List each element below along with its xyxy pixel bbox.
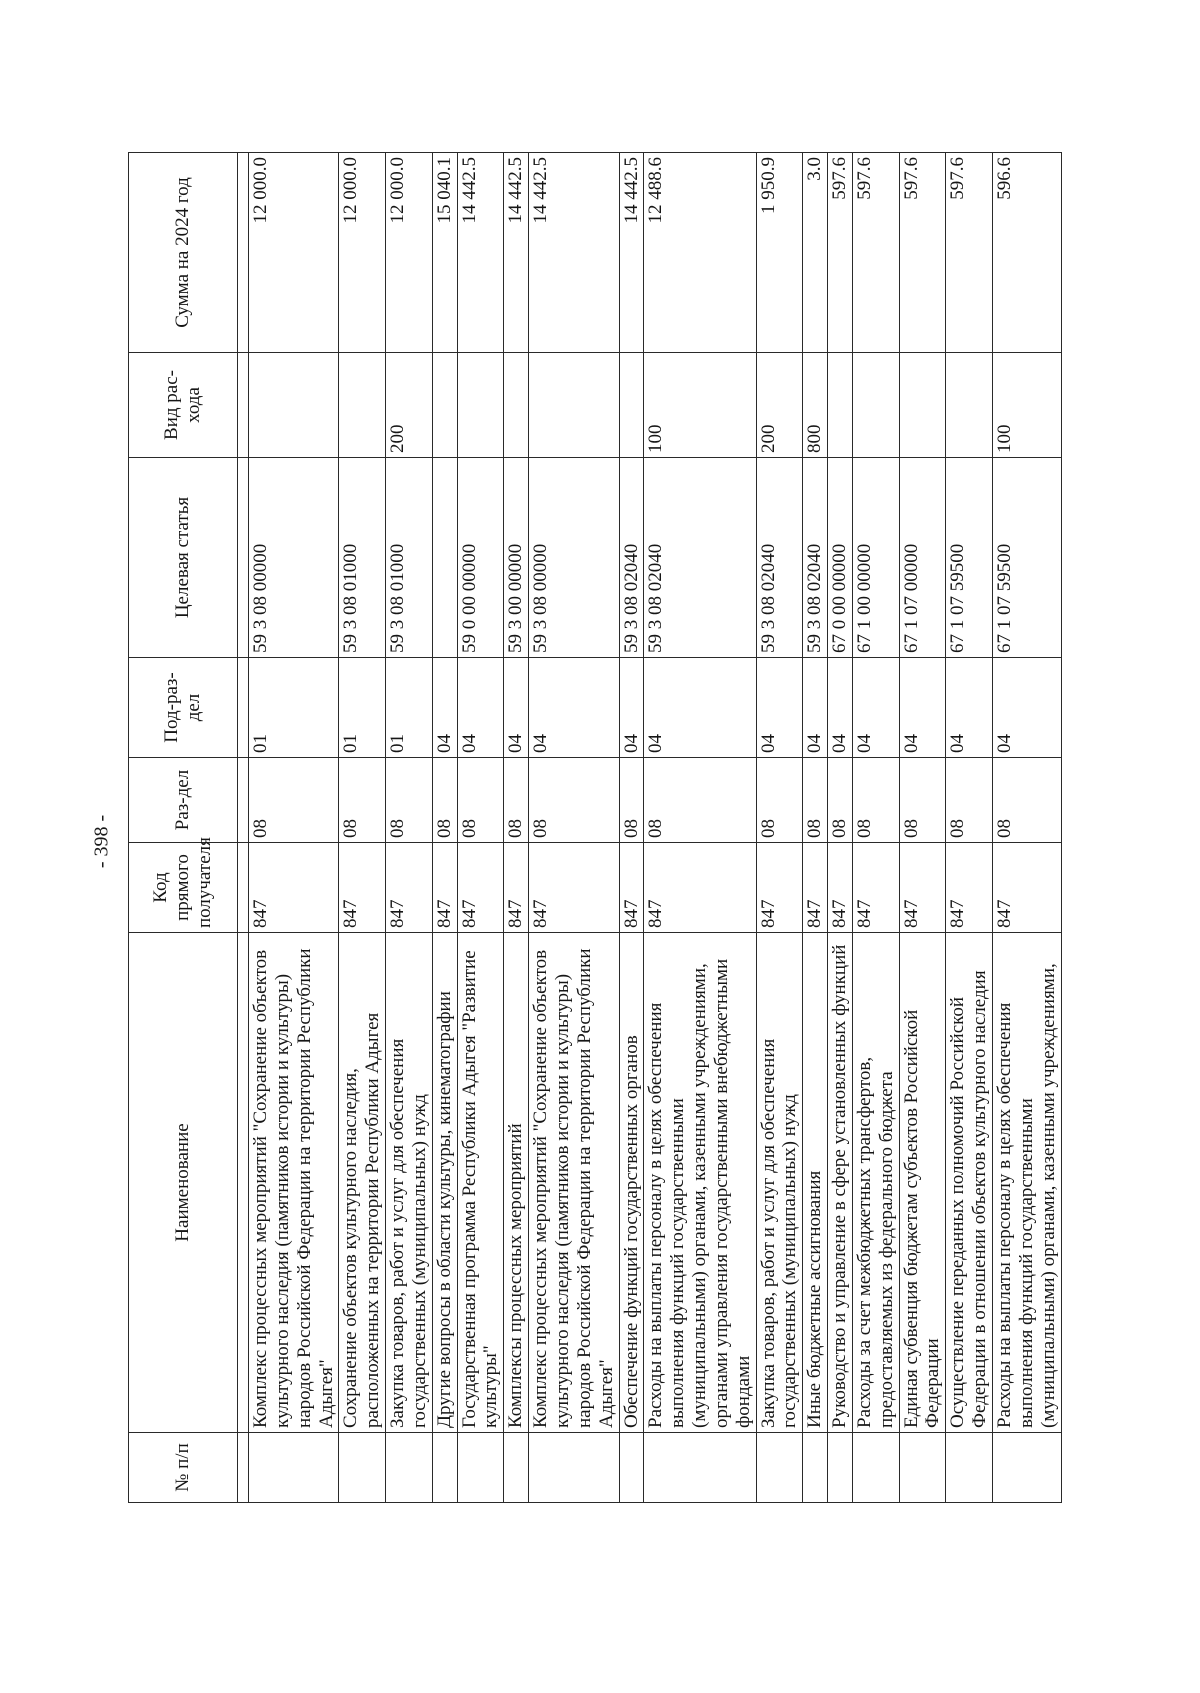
header-subsection: Под-раз-дел (129, 658, 238, 758)
cell-section: 08 (386, 758, 433, 843)
table-row (644, 153, 756, 1503)
cell-recipient: 847 (993, 843, 1062, 933)
cell-num (756, 1433, 803, 1503)
cell-recipient: 847 (899, 843, 946, 933)
table-row (249, 153, 339, 1503)
header-recipient: Код прямого получателя (129, 843, 238, 933)
cell-sum: 12 000.0 (339, 153, 386, 353)
cell-name: Расходы за счет межбюджетных трансфертов, предоставляемых из федерального бюджета (852, 933, 899, 1433)
cell-sum: 14 442.5 (619, 153, 644, 353)
cell-target: 59 3 08 02040 (756, 458, 803, 658)
cell-name: Руководство и управление в сфере установленных функций (828, 933, 853, 1433)
table-body (238, 153, 1062, 1503)
cell-target: 59 0 00 00000 (457, 458, 504, 658)
table-row (619, 153, 644, 1503)
cell-target: 67 1 00 00000 (852, 458, 899, 658)
cell-name: Расходы на выплаты персоналу в целях обеспечения выполнения функций государственными (муниципальными) органами, казенными учреждениями, (993, 933, 1062, 1433)
cell-subsection: 04 (457, 658, 504, 758)
cell-expense (432, 353, 457, 458)
cell-name: Государственная программа Республики Адыгея "Развитие культуры" (457, 933, 504, 1433)
cell-subsection: 04 (432, 658, 457, 758)
cell-expense: 200 (386, 353, 433, 458)
table-row (993, 153, 1062, 1503)
cell-recipient: 847 (504, 843, 529, 933)
cell-target: 59 3 08 01000 (386, 458, 433, 658)
cell-recipient: 847 (457, 843, 504, 933)
header-target: Целевая статья (129, 458, 238, 658)
cell-section: 08 (619, 758, 644, 843)
cell-sum: 14 442.5 (457, 153, 504, 353)
table-row (756, 153, 803, 1503)
cell-num (529, 1433, 619, 1503)
cell-num (852, 1433, 899, 1503)
cell-name: Обеспечение функций государственных органов (619, 933, 644, 1433)
cell-target: 59 3 08 00000 (529, 458, 619, 658)
cell-subsection: 04 (899, 658, 946, 758)
header-separator-row (238, 153, 249, 1503)
cell-num (619, 1433, 644, 1503)
cell-recipient: 847 (386, 843, 433, 933)
cell-section: 08 (993, 758, 1062, 843)
cell-expense (339, 353, 386, 458)
cell-expense (457, 353, 504, 458)
cell-expense: 800 (803, 353, 828, 458)
cell-num (457, 1433, 504, 1503)
cell-subsection: 04 (619, 658, 644, 758)
cell-recipient: 847 (249, 843, 339, 933)
cell-recipient: 847 (828, 843, 853, 933)
cell-subsection: 01 (249, 658, 339, 758)
cell-expense (852, 353, 899, 458)
cell-sum: 12 000.0 (386, 153, 433, 353)
cell-recipient: 847 (619, 843, 644, 933)
cell-name: Сохранение объектов культурного наследия, расположенных на территории Республики Адыгея (339, 933, 386, 1433)
cell-subsection: 04 (529, 658, 619, 758)
cell-section: 08 (756, 758, 803, 843)
cell-num (899, 1433, 946, 1503)
cell-num (249, 1433, 339, 1503)
rotated-table-wrapper (128, 153, 1058, 1503)
table-row (504, 153, 529, 1503)
table-header-row (129, 153, 238, 1503)
cell-subsection: 04 (504, 658, 529, 758)
cell-expense (619, 353, 644, 458)
cell-recipient: 847 (756, 843, 803, 933)
cell-sum: 14 442.5 (504, 153, 529, 353)
cell-sum: 12 488.6 (644, 153, 756, 353)
cell-expense: 200 (756, 353, 803, 458)
cell-sum: 14 442.5 (529, 153, 619, 353)
cell-subsection: 04 (993, 658, 1062, 758)
cell-num (993, 1433, 1062, 1503)
cell-section: 08 (432, 758, 457, 843)
header-sum: Сумма на 2024 год (129, 153, 238, 353)
cell-section: 08 (828, 758, 853, 843)
cell-expense (504, 353, 529, 458)
cell-name: Комплекс процессных мероприятий "Сохранение объектов культурного наследия (памятников истории и культуры) народов Российской Федерации на территории Республики Адыгея" (529, 933, 619, 1433)
cell-recipient: 847 (803, 843, 828, 933)
cell-name: Комплексы процессных мероприятий (504, 933, 529, 1433)
cell-section: 08 (529, 758, 619, 843)
cell-name: Комплекс процессных мероприятий "Сохранение объектов культурного наследия (памятников истории и культуры) народов Российской Федерации на территории Республики Адыгея" (249, 933, 339, 1433)
table-row (339, 153, 386, 1503)
cell-section: 08 (899, 758, 946, 843)
cell-sum: 1 950.9 (756, 153, 803, 353)
cell-section: 08 (249, 758, 339, 843)
cell-target: 67 1 07 00000 (899, 458, 946, 658)
cell-recipient: 847 (529, 843, 619, 933)
cell-recipient: 847 (644, 843, 756, 933)
cell-section: 08 (339, 758, 386, 843)
table-row (432, 153, 457, 1503)
cell-expense (946, 353, 993, 458)
cell-recipient: 847 (339, 843, 386, 933)
cell-subsection: 04 (828, 658, 853, 758)
cell-num (828, 1433, 853, 1503)
table-row (946, 153, 993, 1503)
cell-expense: 100 (644, 353, 756, 458)
cell-section: 08 (644, 758, 756, 843)
cell-recipient: 847 (852, 843, 899, 933)
cell-name: Осуществление переданных полномочий Российской Федерации в отношении объектов культурного наследия (946, 933, 993, 1433)
cell-expense (828, 353, 853, 458)
cell-target: 59 3 08 00000 (249, 458, 339, 658)
cell-target: 59 3 08 02040 (644, 458, 756, 658)
cell-subsection: 04 (852, 658, 899, 758)
cell-sum: 12 000.0 (249, 153, 339, 353)
cell-section: 08 (504, 758, 529, 843)
table-row (386, 153, 433, 1503)
page-number: - 398 - (90, 814, 113, 869)
cell-recipient: 847 (946, 843, 993, 933)
cell-target: 59 3 08 02040 (803, 458, 828, 658)
cell-name: Расходы на выплаты персоналу в целях обеспечения выполнения функций государственными (муниципальными) органами, казенными учреждениями, органами управления государственными внебюджетными фондами (644, 933, 756, 1433)
cell-expense (249, 353, 339, 458)
cell-target: 59 3 08 02040 (619, 458, 644, 658)
cell-sum: 597.6 (946, 153, 993, 353)
cell-target: 67 0 00 00000 (828, 458, 853, 658)
header-num: № п/п (129, 1433, 238, 1503)
table-row (529, 153, 619, 1503)
cell-expense: 100 (993, 353, 1062, 458)
cell-target: 67 1 07 59500 (946, 458, 993, 658)
cell-num (803, 1433, 828, 1503)
cell-sum: 597.6 (899, 153, 946, 353)
cell-sum: 597.6 (828, 153, 853, 353)
cell-sum: 15 040.1 (432, 153, 457, 353)
cell-name: Закупка товаров, работ и услуг для обеспечения государственных (муниципальных) нужд (386, 933, 433, 1433)
cell-num (946, 1433, 993, 1503)
table-row (852, 153, 899, 1503)
header-section: Раз-дел (129, 758, 238, 843)
cell-expense (529, 353, 619, 458)
cell-name: Закупка товаров, работ и услуг для обеспечения государственных (муниципальных) нужд (756, 933, 803, 1433)
table-row (899, 153, 946, 1503)
cell-subsection: 04 (756, 658, 803, 758)
cell-target: 59 3 08 01000 (339, 458, 386, 658)
cell-sum: 596.6 (993, 153, 1062, 353)
cell-target: 67 1 07 59500 (993, 458, 1062, 658)
cell-num (339, 1433, 386, 1503)
cell-subsection: 04 (644, 658, 756, 758)
cell-name: Иные бюджетные ассигнования (803, 933, 828, 1433)
header-expense: Вид рас-хода (129, 353, 238, 458)
cell-subsection: 04 (803, 658, 828, 758)
cell-section: 08 (803, 758, 828, 843)
cell-recipient: 847 (432, 843, 457, 933)
cell-subsection: 04 (946, 658, 993, 758)
cell-subsection: 01 (339, 658, 386, 758)
cell-target (432, 458, 457, 658)
cell-name: Другие вопросы в области культуры, кинематографии (432, 933, 457, 1433)
cell-name: Единая субвенция бюджетам субъектов Российской Федерации (899, 933, 946, 1433)
table-row (803, 153, 828, 1503)
cell-section: 08 (852, 758, 899, 843)
budget-table (128, 152, 1062, 1503)
cell-num (386, 1433, 433, 1503)
cell-section: 08 (946, 758, 993, 843)
cell-sum: 597.6 (852, 153, 899, 353)
cell-target: 59 3 00 00000 (504, 458, 529, 658)
cell-sum: 3.0 (803, 153, 828, 353)
cell-num (644, 1433, 756, 1503)
cell-section: 08 (457, 758, 504, 843)
table-row (828, 153, 853, 1503)
cell-expense (899, 353, 946, 458)
cell-subsection: 01 (386, 658, 433, 758)
header-name: Наименование (129, 933, 238, 1433)
table-row (457, 153, 504, 1503)
cell-num (504, 1433, 529, 1503)
cell-num (432, 1433, 457, 1503)
